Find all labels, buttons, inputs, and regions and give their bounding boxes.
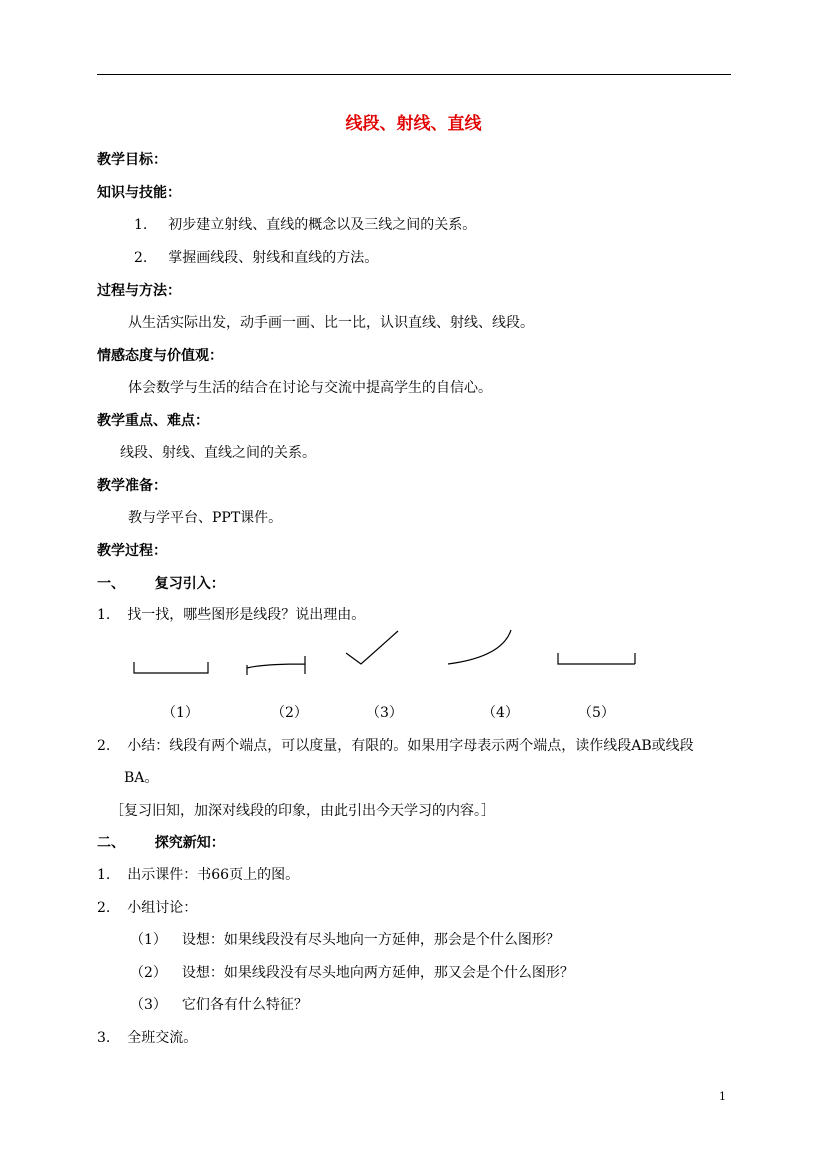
discussion-item-1-text: 设想：如果线段没有尽头地向一方延伸，那会是个什么图形？	[181, 932, 560, 948]
figure-4-arc	[448, 630, 511, 664]
summary-continuation: BA。	[124, 770, 159, 786]
figure-label-3: （3）	[366, 705, 403, 721]
emotion-text: 体会数学与生活的结合在讨论与交流中提高学生的自信心。	[128, 380, 492, 396]
figure-label-1: （1）	[162, 705, 199, 721]
section2-num: 二、	[97, 835, 125, 851]
discussion-item-3	[130, 996, 308, 1014]
prep-text: 教与学平台、PPT课件。	[128, 510, 283, 526]
knowledge-item-2	[134, 249, 378, 267]
section1-heading	[97, 575, 225, 593]
discussion-item-1-num: （1）	[130, 932, 167, 948]
figure-2-curved-segment	[247, 656, 305, 675]
key-heading: 教学重点、难点：	[97, 413, 209, 429]
procedure-heading: 教学过程：	[97, 543, 167, 559]
section1-title: 复习引入：	[154, 576, 225, 592]
figure-label-4: （4）	[482, 705, 519, 721]
explore-item-3-text: 全班交流。	[127, 1030, 198, 1046]
knowledge-heading: 知识与技能：	[97, 185, 181, 201]
line-figures	[0, 620, 827, 680]
figure-label-2: （2）	[271, 705, 308, 721]
explore-item-2-text: 小组讨论：	[127, 900, 198, 916]
section2-heading	[97, 834, 225, 852]
section2-title: 探究新知：	[154, 835, 225, 851]
summary-num: 2.	[97, 738, 111, 754]
page-number: 1	[719, 1090, 726, 1103]
knowledge-item-1-text: 初步建立射线、直线的概念以及三线之间的关系。	[168, 217, 477, 233]
process-heading: 过程与方法：	[97, 283, 181, 299]
figure-label-5: （5）	[578, 705, 615, 721]
knowledge-item-2-text: 掌握画线段、射线和直线的方法。	[168, 250, 379, 266]
key-text: 线段、射线、直线之间的关系。	[120, 445, 316, 461]
review-question-text: 找一找，哪些图形是线段？说出理由。	[127, 607, 366, 623]
explore-item-1-text: 出示课件：书66页上的图。	[127, 867, 300, 883]
goals-heading: 教学目标：	[97, 152, 167, 168]
discussion-item-3-num: （3）	[130, 997, 167, 1013]
review-note: ［复习旧知，加深对线段的印象，由此引出今天学习的内容。］	[110, 803, 495, 819]
explore-item-2-num: 2.	[97, 900, 111, 916]
knowledge-item-1	[134, 216, 476, 234]
discussion-item-2-num: （2）	[130, 965, 167, 981]
knowledge-item-1-num: 1.	[134, 217, 148, 233]
discussion-item-2-text: 设想：如果线段没有尽头地向两方延伸，那又会是个什么图形？	[181, 965, 574, 981]
prep-heading: 教学准备：	[97, 478, 167, 494]
document-title: 线段、射线、直线	[345, 114, 482, 134]
discussion-item-2	[130, 964, 574, 982]
knowledge-item-2-num: 2.	[134, 250, 148, 266]
explore-item-1-num: 1.	[97, 867, 111, 883]
explore-item-3	[97, 1029, 197, 1047]
figure-3-angle	[346, 631, 398, 664]
explore-item-3-num: 3.	[97, 1030, 111, 1046]
discussion-item-1	[130, 931, 560, 949]
emotion-heading: 情感态度与价值观：	[97, 348, 223, 364]
process-text: 从生活实际出发，动手画一画、比一比，认识直线、射线、线段。	[128, 315, 534, 331]
explore-item-2	[97, 899, 197, 917]
section1-num: 一、	[97, 576, 125, 592]
figure-1-bracket-segment	[134, 662, 208, 673]
summary	[97, 737, 694, 755]
header-rule	[97, 74, 731, 75]
explore-item-1	[97, 866, 299, 884]
summary-text: 小结：线段有两个端点，可以度量，有限的。如果用字母表示两个端点，读作线段AB或线段	[127, 738, 694, 754]
figure-5-segment	[558, 653, 635, 664]
discussion-item-3-text: 它们各有什么特征？	[181, 997, 308, 1013]
review-question-num: 1.	[97, 607, 111, 623]
